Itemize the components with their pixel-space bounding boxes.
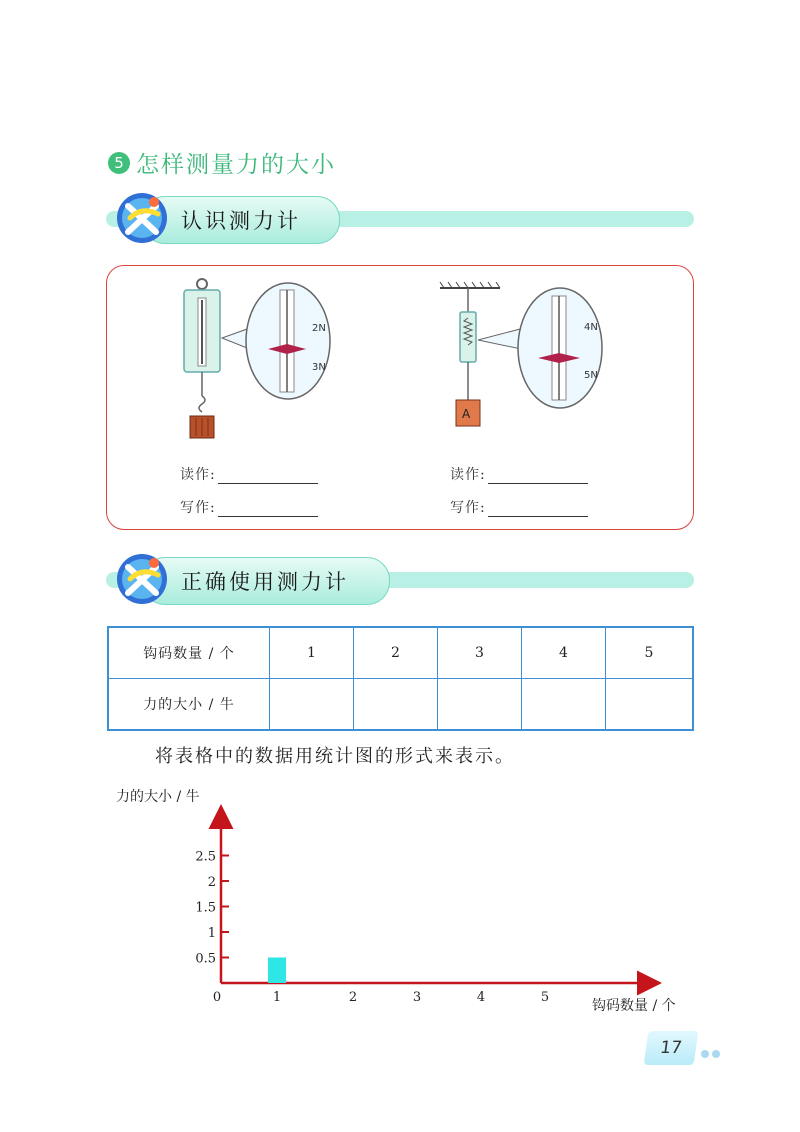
table-cell: 2 [353,627,437,679]
left-scale-mark-bottom: 3N [312,362,326,373]
weight-label: A [462,407,471,421]
y-tick-label: 0.5 [195,951,216,967]
table-row-header: 力的大小 / 牛 [108,679,270,731]
table-input-cell[interactable] [521,679,605,731]
write-label: 写作: [180,500,216,516]
section-title: 认识测力计 [181,209,301,233]
write-field-left [180,497,318,517]
chapter-title: 怎样测量力的大小 [136,152,336,178]
read-field-left [180,464,318,484]
table-cell: 5 [605,627,693,679]
data-table [107,626,694,731]
section-title: 正确使用测力计 [181,570,349,594]
table-row-header: 钩码数量 / 个 [108,627,270,679]
x-tick-label: 2 [348,990,358,1005]
table-cell: 1 [270,627,354,679]
section-logo-icon [114,188,176,250]
table-row [108,627,693,679]
read-field-right [450,464,588,484]
y-axis-label: 力的大小 / 牛 [116,789,200,805]
chapter-number: 5 [108,152,130,174]
section-logo-icon [114,549,176,611]
page-number: 17 [644,1031,699,1065]
section-banner [142,557,390,605]
x-axis-label: 钩码数量 / 个 [592,998,676,1014]
spring-scale-illustration-left [170,276,350,446]
chapter-heading [108,146,336,179]
instruction-text: 将表格中的数据用统计图的形式来表示。 [155,746,515,767]
x-tick-label: 3 [412,990,422,1005]
read-blank-left[interactable] [218,469,318,484]
left-scale-mark-top: 2N [312,323,326,334]
origin-label: 0 [212,990,222,1005]
write-field-right [450,497,588,517]
x-tick-label: 4 [476,990,486,1005]
x-tick-label: 5 [540,990,550,1005]
spring-scale-illustration-right [436,280,616,440]
y-tick-label: 2 [207,875,216,890]
chart-bar [268,958,286,984]
table-row [108,679,693,731]
decorative-dot [701,1050,709,1058]
table-input-cell[interactable] [270,679,354,731]
right-scale-mark-top: 4N [584,322,598,333]
read-label: 读作: [180,467,216,483]
read-label: 读作: [450,467,486,483]
y-tick-label: 1 [207,926,216,941]
table-cell: 3 [437,627,521,679]
table-input-cell[interactable] [605,679,693,731]
right-scale-mark-bottom: 5N [584,370,598,381]
decorative-dot [712,1050,720,1058]
write-blank-right[interactable] [488,502,588,517]
bar-chart [180,800,670,1020]
y-tick-label: 1.5 [195,900,216,916]
x-tick-label: 1 [272,990,282,1005]
table-cell: 4 [521,627,605,679]
y-tick-label: 2.5 [195,849,216,865]
write-label: 写作: [450,500,486,516]
write-blank-left[interactable] [218,502,318,517]
read-blank-right[interactable] [488,469,588,484]
table-input-cell[interactable] [437,679,521,731]
table-input-cell[interactable] [353,679,437,731]
